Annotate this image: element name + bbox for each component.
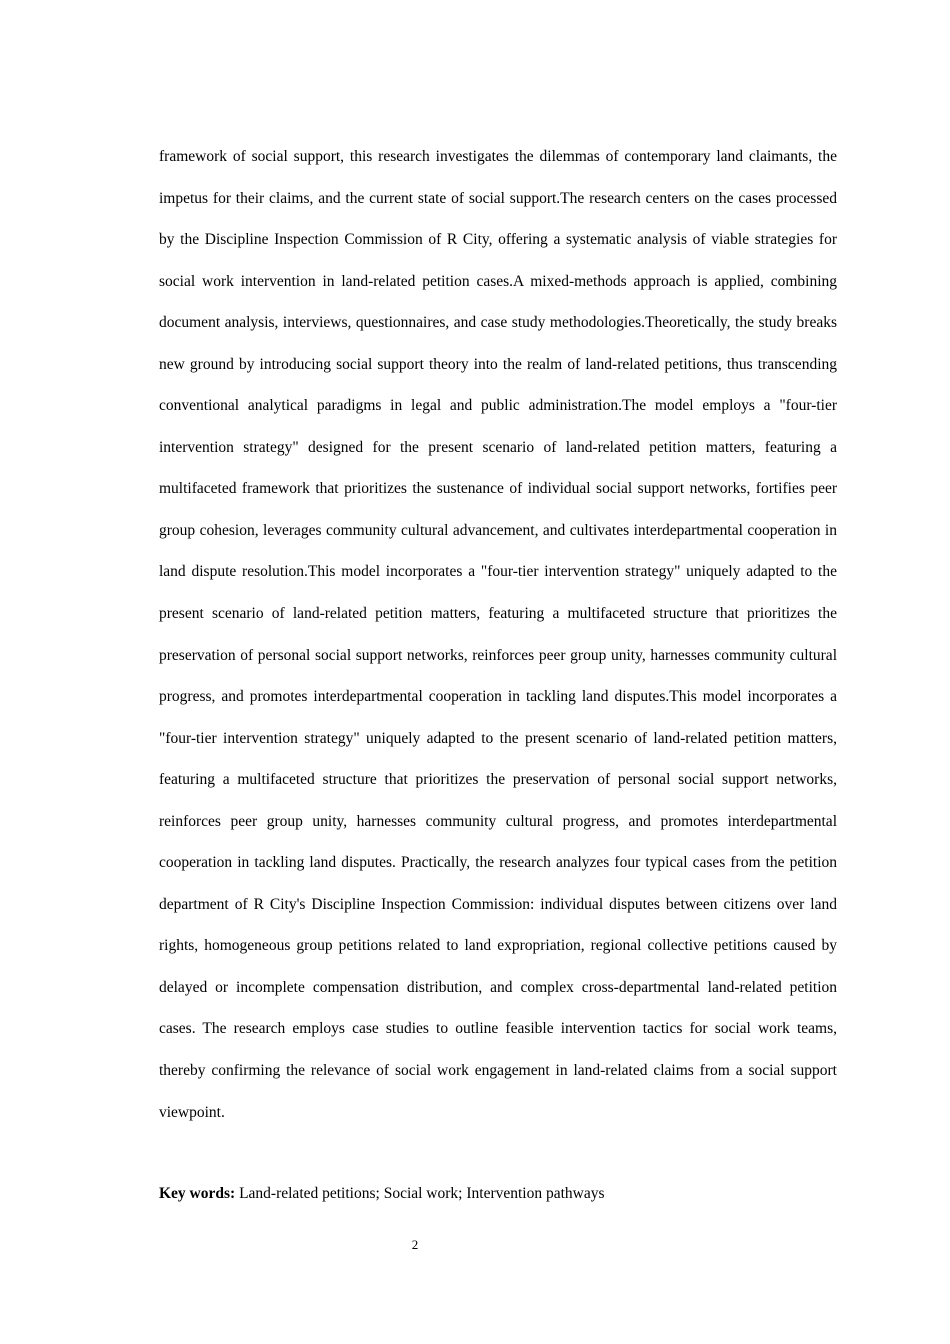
- page-number: 2: [411, 1237, 419, 1252]
- keywords-text: Land-related petitions; Social work; Intervention pathways: [239, 1185, 605, 1202]
- keywords-label: Key words:: [159, 1185, 236, 1202]
- keywords-line: [159, 1178, 837, 1210]
- abstract-body-paragraph: framework of social support, this research investigates the dilemmas of contemporary land claimants, the impetus for their claims, and the current state of social support.The research centers on the cases processed by the Discipline Inspection Commission of R City, offering a systematic analysis of viable strategies for social work intervention in land-related petition cases.A mixed-methods approach is applied, combining document analysis, interviews, questionnaires, and case study methodologies.Theoretically, the study breaks new ground by introducing social support theory into the realm of land-related petitions, thus transcending conventional analytical paradigms in legal and public administration.The model employs a "four-tier intervention strategy" designed for the present scenario of land-related petition matters, featuring a multifaceted framework that prioritizes the sustenance of individual social support networks, fortifies peer group cohesion, leverages community cultural advancement, and cultivates interdepartmental cooperation in land dispute resolution.This model incorporates a "four-tier intervention strategy" uniquely adapted to the present scenario of land-related petition matters, featuring a multifaceted structure that prioritizes the preservation of personal social support networks, reinforces peer group unity, harnesses community cultural progress, and promotes interdepartmental cooperation in tackling land disputes.This model incorporates a "four-tier intervention strategy" uniquely adapted to the present scenario of land-related petition matters, featuring a multifaceted structure that prioritizes the preservation of personal social support networks, reinforces peer group unity, harnesses community cultural progress, and promotes interdepartmental cooperation in tackling land disputes. Practically, the research analyzes four typical cases from the petition department of R City's Discipline Inspection Commission: individual disputes between citizens over land rights, homogeneous group petitions related to land expropriation, regional collective petitions caused by delayed or incomplete compensation distribution, and complex cross-departmental land-related petition cases. The research employs case studies to outline feasible intervention tactics for social work teams, thereby confirming the relevance of social work engagement in land-related claims from a social support viewpoint.: [159, 148, 837, 1121]
